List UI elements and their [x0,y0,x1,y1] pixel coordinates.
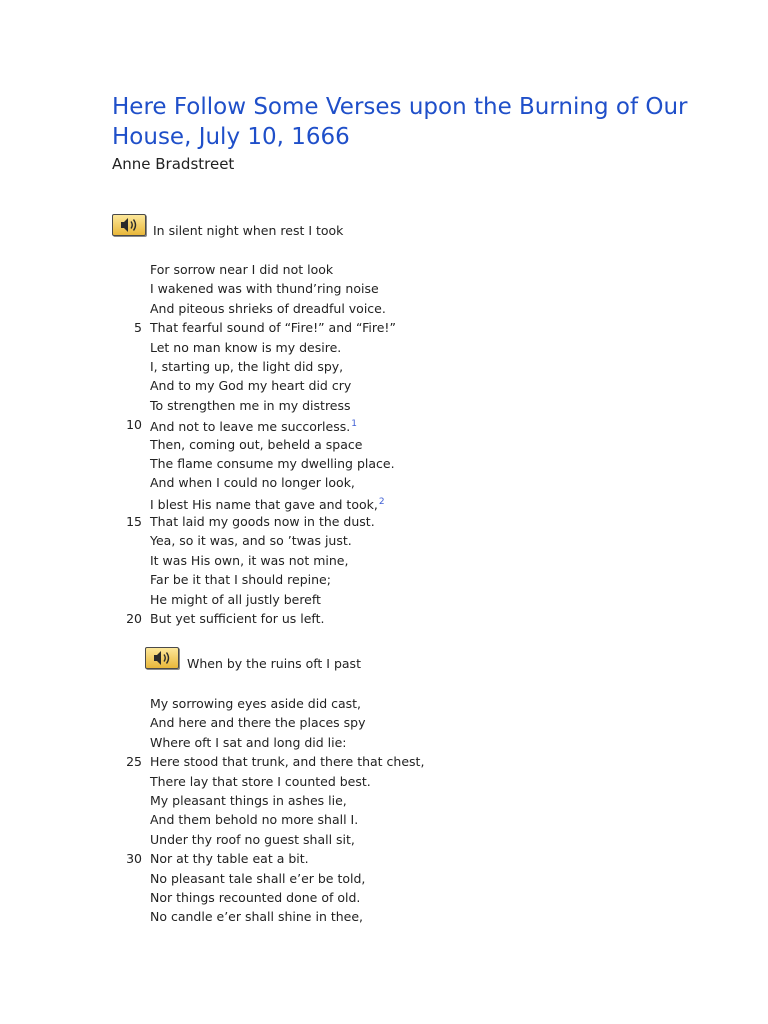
verse-text: Nor at thy table eat a bit. [150,851,309,867]
footnote-link[interactable]: 2 [378,496,385,507]
verse-line [150,493,396,512]
verse-line [150,260,396,279]
line-number: 10 [126,417,142,433]
verse-line [150,473,396,492]
verse-line [150,396,396,415]
verse-line [150,733,424,752]
verse-text: I wakened was with thund’ring noise [150,281,379,297]
verse-text: For sorrow near I did not look [150,262,334,277]
audio-play-button-stanza-2[interactable] [145,647,179,669]
verse-text: Then, coming out, beheld a space [150,436,363,452]
verse-text: My sorrowing eyes aside did cast, [150,696,362,711]
verse-text: And to my God my heart did cry [150,378,352,394]
verse-text: There lay that store I counted best. [150,773,371,789]
verse-text: I blest His name that gave and took, [150,496,378,512]
verse-text: Where oft I sat and long did lie: [150,734,347,750]
verse-line [126,609,396,628]
verse-line [134,318,396,337]
verse-line [150,590,396,609]
verse-text: And piteous shrieks of dreadful voice. [150,300,386,316]
verse-line [126,849,424,868]
verse-text: And them behold no more shall I. [150,812,359,828]
verse-text: And here and there the places spy [150,715,366,731]
verse-line [150,791,424,810]
verse-text: No pleasant tale shall e’er be told, [150,870,366,886]
verse-line [150,531,396,550]
line-number: 30 [126,851,142,867]
poem-title: Here Follow Some Verses upon the Burning of Our House, July 10, 1666 [112,94,688,150]
verse-text: Under thy roof no guest shall sit, [150,831,355,847]
verse-text: The flame consume my dwelling place. [150,455,395,471]
footnote-link[interactable]: 1 [351,419,357,430]
verse-text: Here stood that trunk, and there that chest, [150,754,425,770]
verse-text: And when I could no longer look, [150,475,355,491]
verse-text: My pleasant things in ashes lie, [150,792,347,808]
verse-text: He might of all justly bereft [150,591,321,607]
stanza-1-first-line: In silent night when rest I took [153,223,344,238]
verse-line [150,551,396,570]
verse-line [150,357,396,376]
verse-text: But yet sufficient for us left. [150,611,325,627]
verse-line [126,415,396,435]
stanza-2-first-line: When by the ruins oft I past [187,656,361,671]
verse-line [150,869,424,888]
verse-line [150,338,396,357]
audio-play-button-stanza-1[interactable] [112,214,146,236]
poem-author: Anne Bradstreet [112,155,235,173]
stanza-2 [126,694,425,927]
verse-line [150,454,396,473]
line-number: 25 [126,754,142,770]
verse-text: I, starting up, the light did spy, [150,358,344,374]
verse-line [126,512,396,531]
line-number: 20 [126,611,142,627]
verse-text: And not to leave me succorless. [150,419,351,435]
verse-line [150,299,396,318]
verse-line [150,772,424,791]
verse-text: Yea, so it was, and so ’twas just. [150,533,352,549]
verse-text: To strengthen me in my distress [150,397,351,413]
verse-text: It was His own, it was not mine, [150,552,349,568]
verse-line [150,888,424,907]
speaker-icon [119,217,139,233]
verse-line [150,907,424,926]
verse-line [150,694,424,713]
verse-line [150,376,396,395]
stanza-1 [126,260,396,628]
line-number: 5 [134,320,142,336]
speaker-icon [152,650,172,666]
verse-line [150,435,396,454]
verse-line [150,570,396,589]
verse-text: That fearful sound of “Fire!” and “Fire!” [150,320,396,336]
line-number: 15 [126,514,142,530]
verse-line [150,279,396,298]
verse-text: Far be it that I should repine; [150,572,331,588]
verse-line [150,830,424,849]
verse-line [150,810,424,829]
verse-text: That laid my goods now in the dust. [150,514,375,530]
verse-text: Let no man know is my desire. [150,339,342,355]
verse-line [126,752,425,771]
verse-text: No candle e’er shall shine in thee, [150,909,364,925]
verse-line [150,713,424,732]
verse-text: Nor things recounted done of old. [150,889,361,905]
